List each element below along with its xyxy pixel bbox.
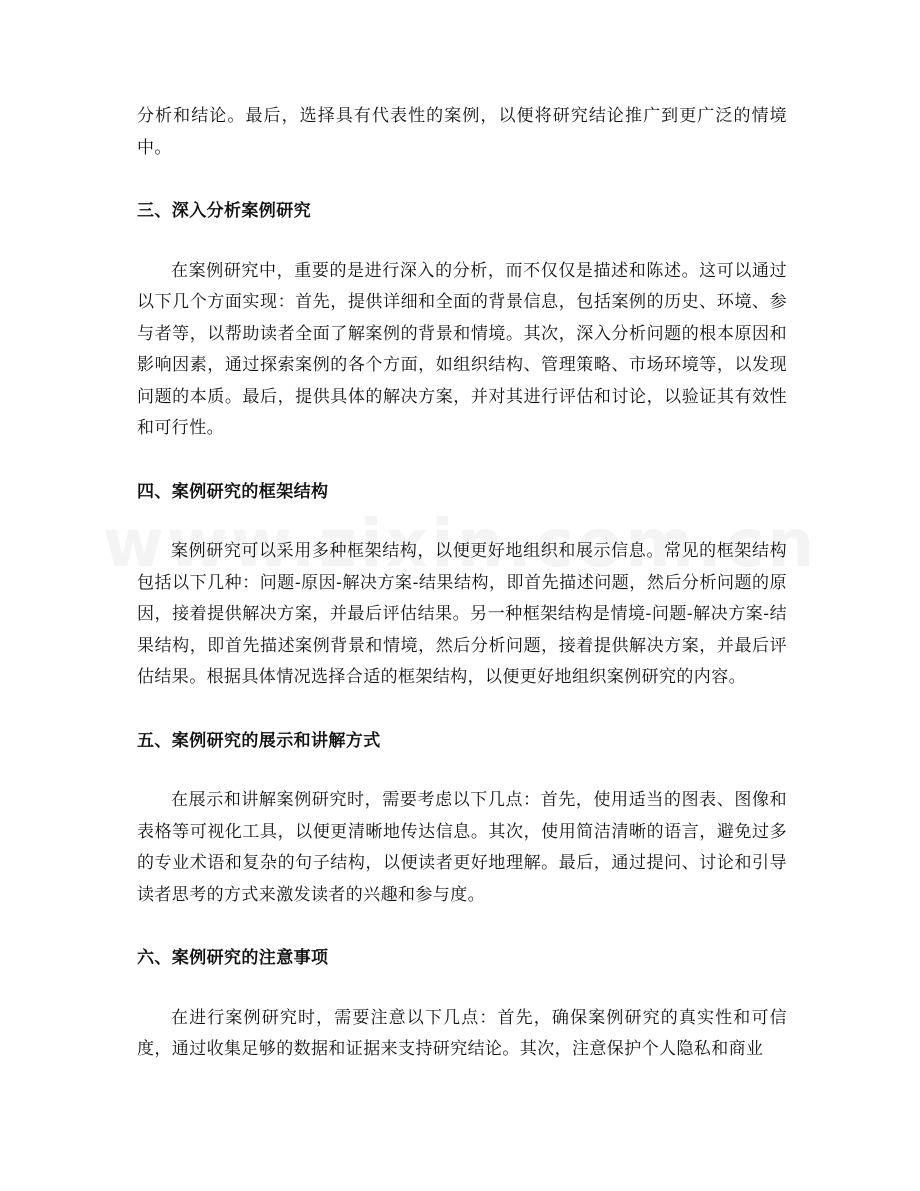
section-body-6: 在进行案例研究时，需要注意以下几点：首先，确保案例研究的真实性和可信度，通过收集足够的数据和证据来支持研究结论。其次，注意保护个人隐私和商业 (137, 1007, 787, 1059)
intro-paragraph: 分析和结论。最后，选择具有代表性的案例，以便将研究结论推广到更广泛的情境中。 (137, 106, 787, 158)
section-heading-6: 六、案例研究的注意事项 (137, 948, 329, 968)
section-body-4: 案例研究可以采用多种框架结构，以便更好地组织和展示信息。常见的框架结构包括以下几种：问题-原因-解决方案-结果结构，即首先描述问题，然后分析问题的原因，接着提供解决方案，并最后评估结果。另一种框架结构是情境-问题-解决方案-结果结构，即首先描述案例背景和情境，然后分析问题，接着提供解决方案，并最后评估结果。根据具体情况选择合适的框架结构，以便更好地组织案例研究的内容。 (137, 541, 787, 687)
section-body-5: 在展示和讲解案例研究时，需要考虑以下几点：首先，使用适当的图表、图像和表格等可视化工具，以便更清晰地传达信息。其次，使用简洁清晰的语言，避免过多的专业术语和复杂的句子结构，以便读者更好地理解。最后，通过提问、讨论和引导读者思考的方式来激发读者的兴趣和参与度。 (137, 790, 787, 905)
section-heading-3: 三、深入分析案例研究 (137, 201, 311, 221)
section-heading-5: 五、案例研究的展示和讲解方式 (137, 730, 381, 751)
section-heading-4: 四、案例研究的框架结构 (137, 481, 329, 502)
section-body-3: 在案例研究中，重要的是进行深入的分析，而不仅仅是描述和陈述。这可以通过以下几个方面实现：首先，提供详细和全面的背景信息，包括案例的历史、环境、参与者等，以帮助读者全面了解案例的背景和情境。其次，深入分析问题的根本原因和影响因素，通过探索案例的各个方面，如组织结构、管理策略、市场环境等，以发现问题的本质。最后，提供具体的解决方案，并对其进行评估和讨论，以验证其有效性和可行性。 (137, 260, 787, 438)
document-body (137, 101, 787, 1066)
